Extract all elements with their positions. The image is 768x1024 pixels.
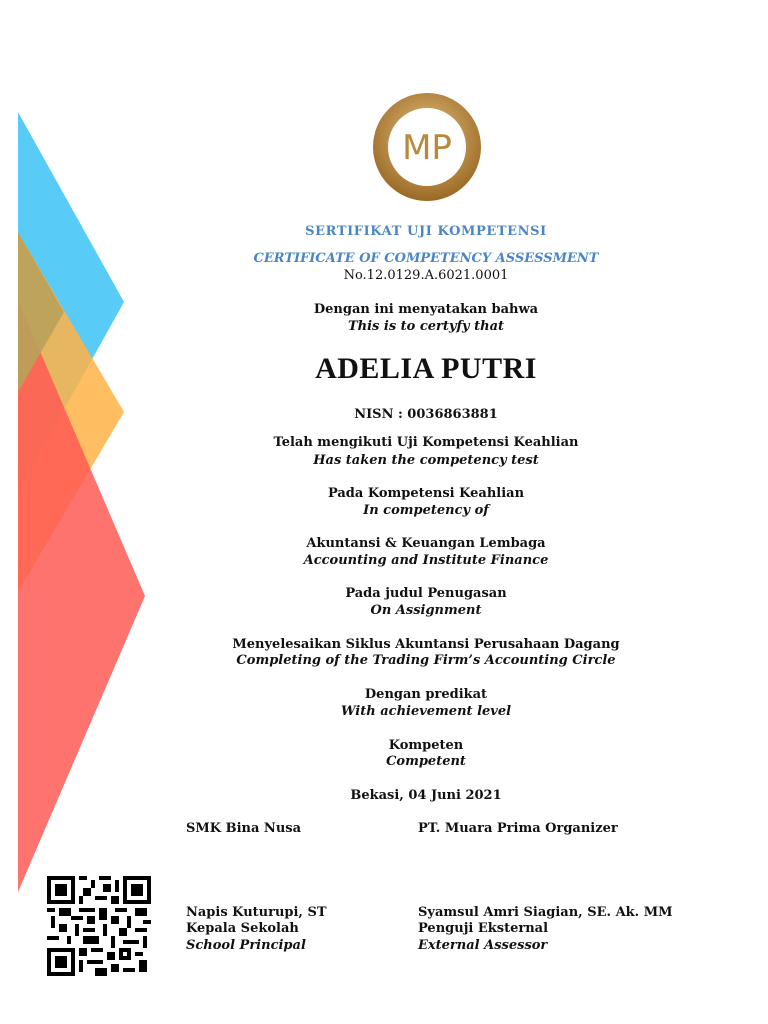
right-signatory-role: Penguji Eksternal xyxy=(418,921,549,936)
predicate-heading: Dengan predikat xyxy=(364,687,488,702)
certificate-number: No.12.0129.A.6021.0001 xyxy=(343,268,509,283)
svg-text:MP: MP xyxy=(402,128,452,168)
predicate-heading-english: With achievement level xyxy=(340,704,512,719)
competency-name-english: Accounting and Institute Finance xyxy=(303,553,549,568)
assignment-title-english: Completing of the Trading Firm’s Accounting Circle xyxy=(236,653,616,668)
intro-text-english: This is to certyfy that xyxy=(347,319,505,334)
left-signatory-role-english: School Principal xyxy=(186,938,306,953)
intro-text: Dengan ini menyatakan bahwa xyxy=(313,302,539,317)
left-signatory-role: Kepala Sekolah xyxy=(186,921,299,936)
competency-heading-english: In competency of xyxy=(363,503,489,518)
test-statement: Telah mengikuti Uji Kompetensi Keahlian xyxy=(273,435,579,450)
organizer-logo xyxy=(372,92,482,202)
left-signatory-organization: SMK Bina Nusa xyxy=(186,821,302,836)
test-statement-english: Has taken the competency test xyxy=(313,453,539,468)
certificate-title: SERTIFIKAT UJI KOMPETENSI xyxy=(305,224,547,239)
qr-code-icon xyxy=(46,876,152,976)
recipient-name: ADELIA PUTRI xyxy=(315,352,537,385)
place-and-date: Bekasi, 04 Juni 2021 xyxy=(350,788,502,803)
assignment-heading-english: On Assignment xyxy=(370,603,482,618)
competency-heading: Pada Kompetensi Keahlian xyxy=(327,486,525,501)
left-signatory-name: Napis Kuturupi, ST xyxy=(186,905,327,920)
predicate-value: Kompeten xyxy=(388,738,464,753)
right-signatory-organization: PT. Muara Prima Organizer xyxy=(418,821,618,836)
competency-name: Akuntansi & Keuangan Lembaga xyxy=(306,536,546,551)
assignment-title: Menyelesaikan Siklus Akuntansi Perusahaan Dagang xyxy=(232,637,620,652)
certificate-title-english: CERTIFICATE OF COMPETENCY ASSESSMENT xyxy=(253,251,599,266)
right-signatory-role-english: External Assessor xyxy=(418,938,548,953)
assignment-heading: Pada judul Penugasan xyxy=(345,586,507,601)
predicate-value-english: Competent xyxy=(386,754,466,769)
recipient-nisn: NISN : 0036863881 xyxy=(354,407,498,422)
right-signatory-name: Syamsul Amri Siagian, SE. Ak. MM xyxy=(418,905,673,920)
